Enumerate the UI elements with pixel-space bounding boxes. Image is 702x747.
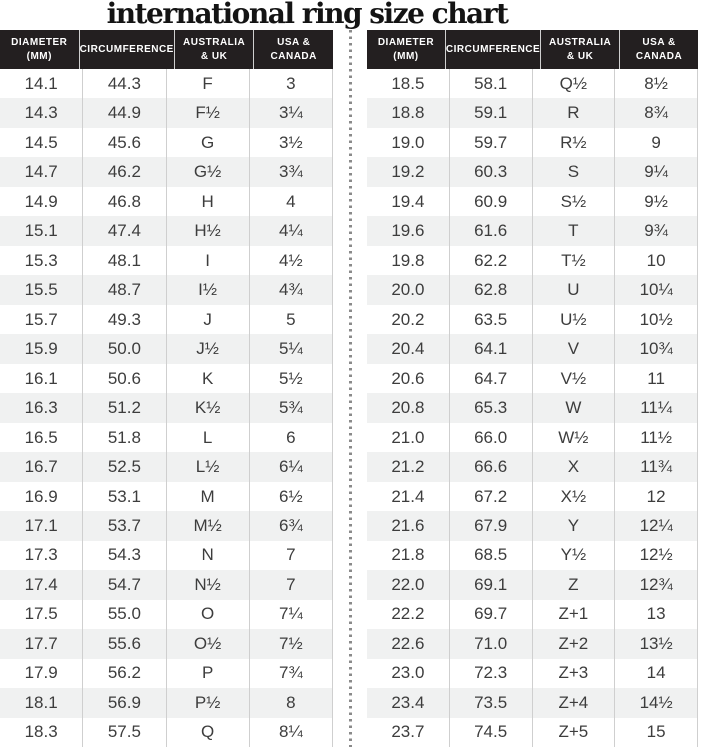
cell: 67.2	[449, 482, 532, 511]
cell: K½	[166, 393, 249, 422]
cell: 7½	[249, 629, 333, 658]
column-header-line: CANADA	[635, 50, 683, 62]
table-row	[367, 482, 698, 511]
column-header-line: AUSTRALIA	[183, 36, 246, 48]
cell: 21.2	[391, 457, 425, 477]
column-header	[540, 30, 619, 69]
cell: 5½	[249, 364, 333, 393]
table-row	[0, 570, 333, 599]
cell: R	[532, 98, 615, 127]
table-row	[0, 452, 333, 481]
cell: 51.8	[82, 423, 165, 452]
cell: 6	[249, 423, 333, 452]
cell: T	[532, 216, 615, 245]
cell: N	[166, 541, 249, 570]
cell: 23.4	[391, 692, 425, 712]
cell: 7¼	[249, 600, 333, 629]
column-header-line: DIAMETER	[11, 36, 68, 48]
cell: 11	[614, 364, 698, 393]
cell: 11¾	[614, 452, 698, 481]
cell: 56.2	[82, 659, 165, 688]
cell: 59.7	[449, 128, 532, 157]
cell: Z+2	[532, 629, 615, 658]
cell: G	[166, 128, 249, 157]
cell: 14½	[614, 688, 698, 717]
cell: L½	[166, 452, 249, 481]
table-row	[0, 629, 333, 658]
cell: N½	[166, 570, 249, 599]
cell: 68.5	[449, 541, 532, 570]
cell: 12¾	[614, 570, 698, 599]
cell: 9¾	[614, 216, 698, 245]
table-row	[367, 452, 698, 481]
column-header	[253, 30, 333, 69]
cell: 58.1	[449, 69, 532, 98]
cell: 69.1	[449, 570, 532, 599]
column-header	[0, 30, 79, 69]
dotted-divider-line	[349, 30, 352, 747]
column-header	[445, 30, 540, 69]
cell: 3¾	[249, 157, 333, 186]
column-header-line: & UK	[566, 50, 594, 62]
cell: F½	[166, 98, 249, 127]
table-row	[0, 600, 333, 629]
cell: W½	[532, 423, 615, 452]
cell: 12	[614, 482, 698, 511]
cell: Q½	[532, 69, 615, 98]
cell: 11¼	[614, 393, 698, 422]
cell: Z+1	[532, 600, 615, 629]
table-row	[0, 246, 333, 275]
cell: 51.2	[82, 393, 165, 422]
cell: 19.8	[391, 250, 425, 270]
cell: Z+4	[532, 688, 615, 717]
cell: P½	[166, 688, 249, 717]
cell: I½	[166, 275, 249, 304]
table-row	[0, 541, 333, 570]
cell: 17.3	[24, 545, 58, 565]
cell: 20.6	[391, 368, 425, 388]
ring-size-table-right	[367, 30, 698, 747]
column-header-line: AUSTRALIA	[549, 36, 612, 48]
table-body	[367, 69, 698, 747]
table-row	[0, 216, 333, 245]
table-row	[367, 187, 698, 216]
cell: 4¼	[249, 216, 333, 245]
table-row	[0, 718, 333, 747]
cell: 18.5	[391, 73, 425, 93]
cell: 6½	[249, 482, 333, 511]
table-row	[0, 393, 333, 422]
cell: 53.1	[82, 482, 165, 511]
cell: 63.5	[449, 305, 532, 334]
cell: 48.1	[82, 246, 165, 275]
table-row	[367, 629, 698, 658]
table-row	[367, 600, 698, 629]
cell: 55.6	[82, 629, 165, 658]
column-header-line: USA &	[642, 36, 676, 48]
cell: 16.7	[24, 457, 58, 477]
cell: 16.3	[24, 398, 58, 418]
cell: 73.5	[449, 688, 532, 717]
cell: 14	[614, 659, 698, 688]
cell: I	[166, 246, 249, 275]
dotted-divider	[333, 30, 367, 747]
cell: 12¼	[614, 511, 698, 540]
cell: P	[166, 659, 249, 688]
cell: 17.5	[24, 604, 58, 624]
cell: 23.0	[391, 663, 425, 683]
cell: Y½	[532, 541, 615, 570]
cell: 56.9	[82, 688, 165, 717]
cell: 19.4	[391, 191, 425, 211]
cell: 48.7	[82, 275, 165, 304]
table-row	[0, 305, 333, 334]
table-row	[367, 334, 698, 363]
cell: K	[166, 364, 249, 393]
cell: 18.3	[24, 722, 58, 742]
cell: 6¼	[249, 452, 333, 481]
cell: L	[166, 423, 249, 452]
cell: 62.8	[449, 275, 532, 304]
cell: J½	[166, 334, 249, 363]
column-header-line: (MM)	[26, 50, 52, 62]
table-row	[0, 275, 333, 304]
cell: 17.4	[24, 574, 58, 594]
cell: 18.1	[24, 692, 58, 712]
cell: 16.9	[24, 486, 58, 506]
cell: 9	[614, 128, 698, 157]
cell: 14.9	[24, 191, 58, 211]
table-body	[0, 69, 333, 747]
table-row	[0, 128, 333, 157]
cell: 21.8	[391, 545, 425, 565]
cell: 9¼	[614, 157, 698, 186]
table-row	[0, 157, 333, 186]
column-header-line: (MM)	[393, 50, 419, 62]
table-row	[0, 187, 333, 216]
cell: 9½	[614, 187, 698, 216]
cell: 14.7	[24, 162, 58, 182]
cell: 7¾	[249, 659, 333, 688]
cell: 21.6	[391, 516, 425, 535]
table-row	[367, 69, 698, 98]
table-header-row	[367, 30, 698, 69]
column-header-line: USA &	[277, 36, 311, 48]
cell: 20.0	[391, 280, 425, 300]
cell: 23.7	[391, 722, 425, 742]
cell: 64.7	[449, 364, 532, 393]
column-header	[79, 30, 174, 69]
table-row	[367, 511, 698, 540]
cell: 44.3	[82, 69, 165, 98]
cell: J	[166, 305, 249, 334]
cell: 13½	[614, 629, 698, 658]
cell: 8½	[614, 69, 698, 98]
cell: 15.7	[24, 309, 58, 329]
column-header-line: CANADA	[270, 50, 317, 62]
table-row	[0, 482, 333, 511]
cell: 54.3	[82, 541, 165, 570]
table-row	[367, 718, 698, 747]
cell: 71.0	[449, 629, 532, 658]
cell: M½	[166, 511, 249, 540]
cell: S½	[532, 187, 615, 216]
cell: 19.0	[391, 132, 425, 152]
page-title: international ring size chart	[106, 0, 508, 30]
cell: 12½	[614, 541, 698, 570]
cell: 46.2	[82, 157, 165, 186]
cell: 10	[614, 246, 698, 275]
cell: V½	[532, 364, 615, 393]
cell: 22.2	[391, 604, 425, 624]
cell: 6¾	[249, 511, 333, 540]
cell: 60.9	[449, 187, 532, 216]
column-header	[619, 30, 698, 69]
cell: 10¼	[614, 275, 698, 304]
cell: 8¾	[614, 98, 698, 127]
cell: H	[166, 187, 249, 216]
cell: 54.7	[82, 570, 165, 599]
cell: Z+3	[532, 659, 615, 688]
table-row	[0, 688, 333, 717]
cell: 14.1	[24, 73, 58, 93]
table-row	[367, 688, 698, 717]
table-row	[367, 423, 698, 452]
cell: 53.7	[82, 511, 165, 540]
cell: 18.8	[391, 103, 425, 123]
table-row	[0, 98, 333, 127]
cell: 20.8	[391, 398, 425, 418]
cell: 15.1	[24, 221, 58, 241]
cell: H½	[166, 216, 249, 245]
cell: 49.3	[82, 305, 165, 334]
cell: V	[532, 334, 615, 363]
ring-size-table-left	[0, 30, 333, 747]
cell: 17.9	[24, 663, 58, 683]
right-margin	[698, 30, 702, 747]
table-row	[0, 659, 333, 688]
table-row	[367, 659, 698, 688]
cell: 10¾	[614, 334, 698, 363]
cell: 46.8	[82, 187, 165, 216]
table-row	[367, 98, 698, 127]
table-row	[367, 393, 698, 422]
cell: 16.1	[24, 368, 58, 388]
cell: 65.3	[449, 393, 532, 422]
cell: X	[532, 452, 615, 481]
cell: 72.3	[449, 659, 532, 688]
cell: 50.0	[82, 334, 165, 363]
cell: Z	[532, 570, 615, 599]
table-row	[367, 157, 698, 186]
table-row	[0, 334, 333, 363]
cell: 15.9	[24, 339, 58, 359]
table-row	[367, 275, 698, 304]
cell: 20.2	[391, 309, 425, 329]
cell: Q	[166, 718, 249, 747]
cell: 45.6	[82, 128, 165, 157]
cell: 69.7	[449, 600, 532, 629]
cell: 60.3	[449, 157, 532, 186]
table-row	[367, 541, 698, 570]
cell: 44.9	[82, 98, 165, 127]
cell: 61.6	[449, 216, 532, 245]
cell: 13	[614, 600, 698, 629]
table-row	[367, 364, 698, 393]
table-row	[0, 511, 333, 540]
cell: 3¼	[249, 98, 333, 127]
cell: O	[166, 600, 249, 629]
cell: 4	[249, 187, 333, 216]
cell: F	[166, 69, 249, 98]
cell: U½	[532, 305, 615, 334]
cell: Y	[532, 511, 615, 540]
table-row	[367, 128, 698, 157]
cell: 55.0	[82, 600, 165, 629]
cell: 4½	[249, 246, 333, 275]
cell: 5¼	[249, 334, 333, 363]
cell: 14.5	[24, 132, 58, 152]
cell: 66.0	[449, 423, 532, 452]
cell: 11½	[614, 423, 698, 452]
cell: 21.4	[391, 486, 425, 506]
cell: Z+5	[532, 718, 615, 747]
column-header-line: & UK	[200, 50, 228, 62]
table-row	[367, 246, 698, 275]
cell: 50.6	[82, 364, 165, 393]
cell: U	[532, 275, 615, 304]
cell: 22.6	[391, 633, 425, 653]
cell: 7	[249, 541, 333, 570]
table-row	[367, 570, 698, 599]
cell: O½	[166, 629, 249, 658]
cell: 8	[249, 688, 333, 717]
cell: 74.5	[449, 718, 532, 747]
cell: 15.5	[24, 280, 58, 300]
cell: 16.5	[24, 427, 58, 447]
column-header	[174, 30, 254, 69]
table-row	[367, 305, 698, 334]
cell: 7	[249, 570, 333, 599]
cell: 62.2	[449, 246, 532, 275]
table-row	[0, 364, 333, 393]
column-header-line: CIRCUMFERENCE	[79, 43, 174, 55]
cell: 14.3	[24, 103, 58, 123]
cell: 15	[614, 718, 698, 747]
cell: 22.0	[391, 574, 425, 594]
cell: X½	[532, 482, 615, 511]
cell: 20.4	[391, 339, 425, 359]
column-header	[367, 30, 445, 69]
column-header-line: DIAMETER	[377, 36, 435, 48]
cell: 67.9	[449, 511, 532, 540]
cell: W	[532, 393, 615, 422]
chart-content	[0, 30, 702, 747]
table-row	[0, 423, 333, 452]
cell: 66.6	[449, 452, 532, 481]
cell: 19.6	[391, 221, 425, 241]
table-row	[367, 216, 698, 245]
cell: M	[166, 482, 249, 511]
table-row	[0, 69, 333, 98]
cell: 21.0	[391, 427, 425, 447]
cell: 59.1	[449, 98, 532, 127]
cell: S	[532, 157, 615, 186]
cell: 64.1	[449, 334, 532, 363]
cell: 19.2	[391, 162, 425, 182]
cell: 3½	[249, 128, 333, 157]
cell: 57.5	[82, 718, 165, 747]
table-header-row	[0, 30, 333, 69]
cell: 17.7	[24, 633, 58, 653]
column-header-line: CIRCUMFERENCE	[445, 43, 541, 55]
cell: R½	[532, 128, 615, 157]
cell: 47.4	[82, 216, 165, 245]
cell: 15.3	[24, 250, 58, 270]
cell: 8¼	[249, 718, 333, 747]
cell: 5	[249, 305, 333, 334]
cell: 3	[249, 69, 333, 98]
cell: 4¾	[249, 275, 333, 304]
cell: G½	[166, 157, 249, 186]
cell: 17.1	[24, 516, 58, 535]
cell: 10½	[614, 305, 698, 334]
cell: 5¾	[249, 393, 333, 422]
cell: T½	[532, 246, 615, 275]
cell: 52.5	[82, 452, 165, 481]
